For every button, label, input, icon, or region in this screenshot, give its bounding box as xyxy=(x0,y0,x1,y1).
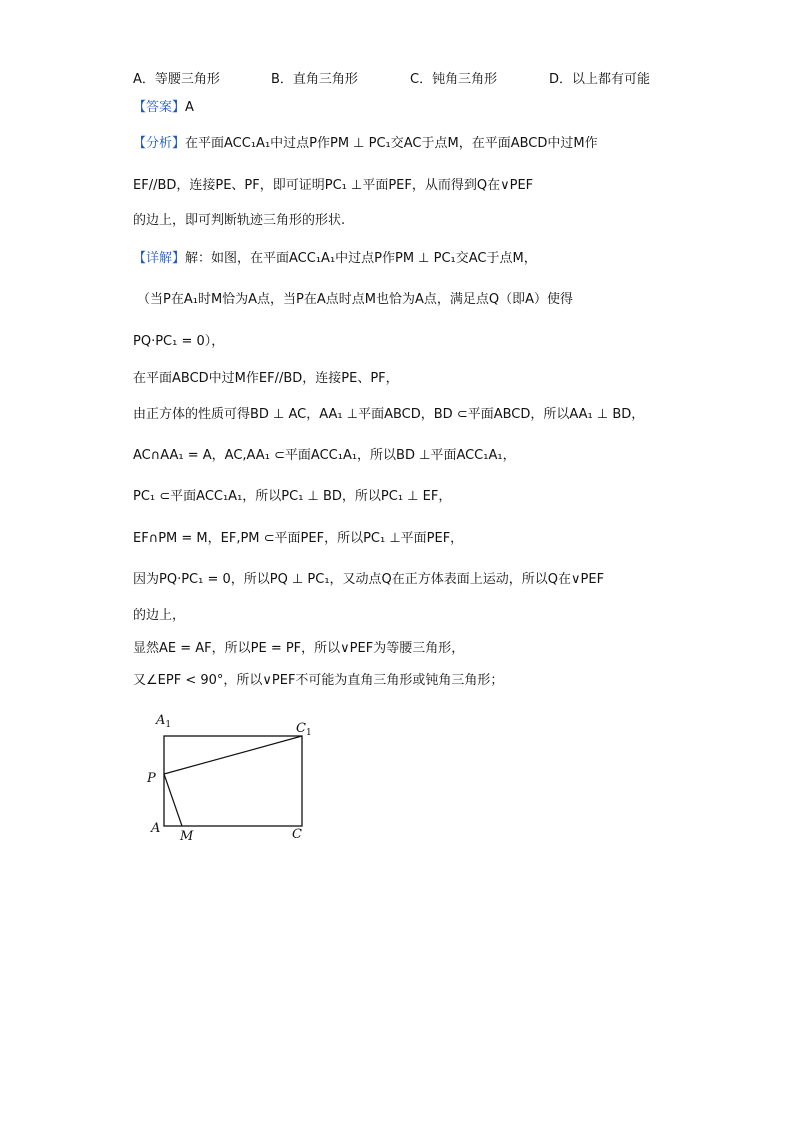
detail-line-5: 由正方体的性质可得BD ⊥ AC，AA₁ ⊥平面ABCD，BD ⊂平面ABCD，所以AA₁ ⊥ BD， xyxy=(133,407,645,422)
option-a: A．等腰三角形 xyxy=(133,72,220,87)
label-c: C xyxy=(292,827,302,842)
detail-line-1 xyxy=(133,250,537,268)
detail-line-6: AC∩AA₁ = A，AC,AA₁ ⊂平面ACC₁A₁，所以BD ⊥平面ACC₁A₁， xyxy=(133,448,516,463)
answer-text: A xyxy=(185,100,194,115)
detail-line-10: 的边上， xyxy=(133,608,186,623)
label-a1: $A_1$ xyxy=(156,713,172,730)
detail-tag: 【详解】 xyxy=(133,251,186,266)
option-b: B．直角三角形 xyxy=(271,72,358,87)
answer-line xyxy=(133,99,194,117)
analysis-line-3: 的边上，即可判断轨迹三角形的形状. xyxy=(133,213,346,228)
option-c: C．钝角三角形 xyxy=(410,72,498,87)
option-d: D．以上都有可能 xyxy=(549,72,651,87)
detail-line-3: PQ·PC₁ = 0）， xyxy=(133,334,225,349)
geometry-figure xyxy=(140,708,320,848)
detail-line-12: 又∠EPF < 90°，所以∨PEF不可能为直角三角形或钝角三角形； xyxy=(133,673,504,688)
analysis-line-1 xyxy=(133,135,598,153)
detail-line-8: EF∩PM = M，EF,PM ⊂平面PEF，所以PC₁ ⊥平面PEF， xyxy=(133,531,464,546)
analysis-line-2: EF//BD，连接PE、PF，即可证明PC₁ ⊥平面PEF，从而得到Q在∨PEF xyxy=(133,178,534,193)
detail-line-11: 显然AE = AF，所以PE = PF，所以∨PEF为等腰三角形， xyxy=(133,641,465,656)
detail-line-9: 因为PQ·PC₁ = 0，所以PQ ⊥ PC₁，又动点Q在正方体表面上运动，所以Q在∨PEF xyxy=(133,572,605,587)
label-c1: $C_1$ xyxy=(296,721,312,738)
answer-tag: 【答案】 xyxy=(133,100,186,115)
segment-pc1 xyxy=(164,736,302,774)
analysis-tag: 【分析】 xyxy=(133,136,186,151)
detail-line-2: （当P在A₁时M恰为A点，当P在A点时点M也恰为A点，满足点Q（即A）使得 xyxy=(137,292,574,307)
segment-pm xyxy=(164,774,182,826)
label-p: P xyxy=(147,771,156,786)
detail-line-4: 在平面ABCD中过M作EF//BD，连接PE、PF， xyxy=(133,371,399,386)
detail-text-1: 解：如图，在平面ACC₁A₁中过点P作PM ⊥ PC₁交AC于点M， xyxy=(185,251,537,266)
detail-line-7: PC₁ ⊂平面ACC₁A₁，所以PC₁ ⊥ BD，所以PC₁ ⊥ EF， xyxy=(133,489,452,504)
label-a: A xyxy=(151,821,161,836)
label-m: M xyxy=(180,829,194,844)
analysis-text-1: 在平面ACC₁A₁中过点P作PM ⊥ PC₁交AC于点M，在平面ABCD中过M作 xyxy=(185,136,598,151)
rectangle-aa1c1c xyxy=(164,736,302,826)
